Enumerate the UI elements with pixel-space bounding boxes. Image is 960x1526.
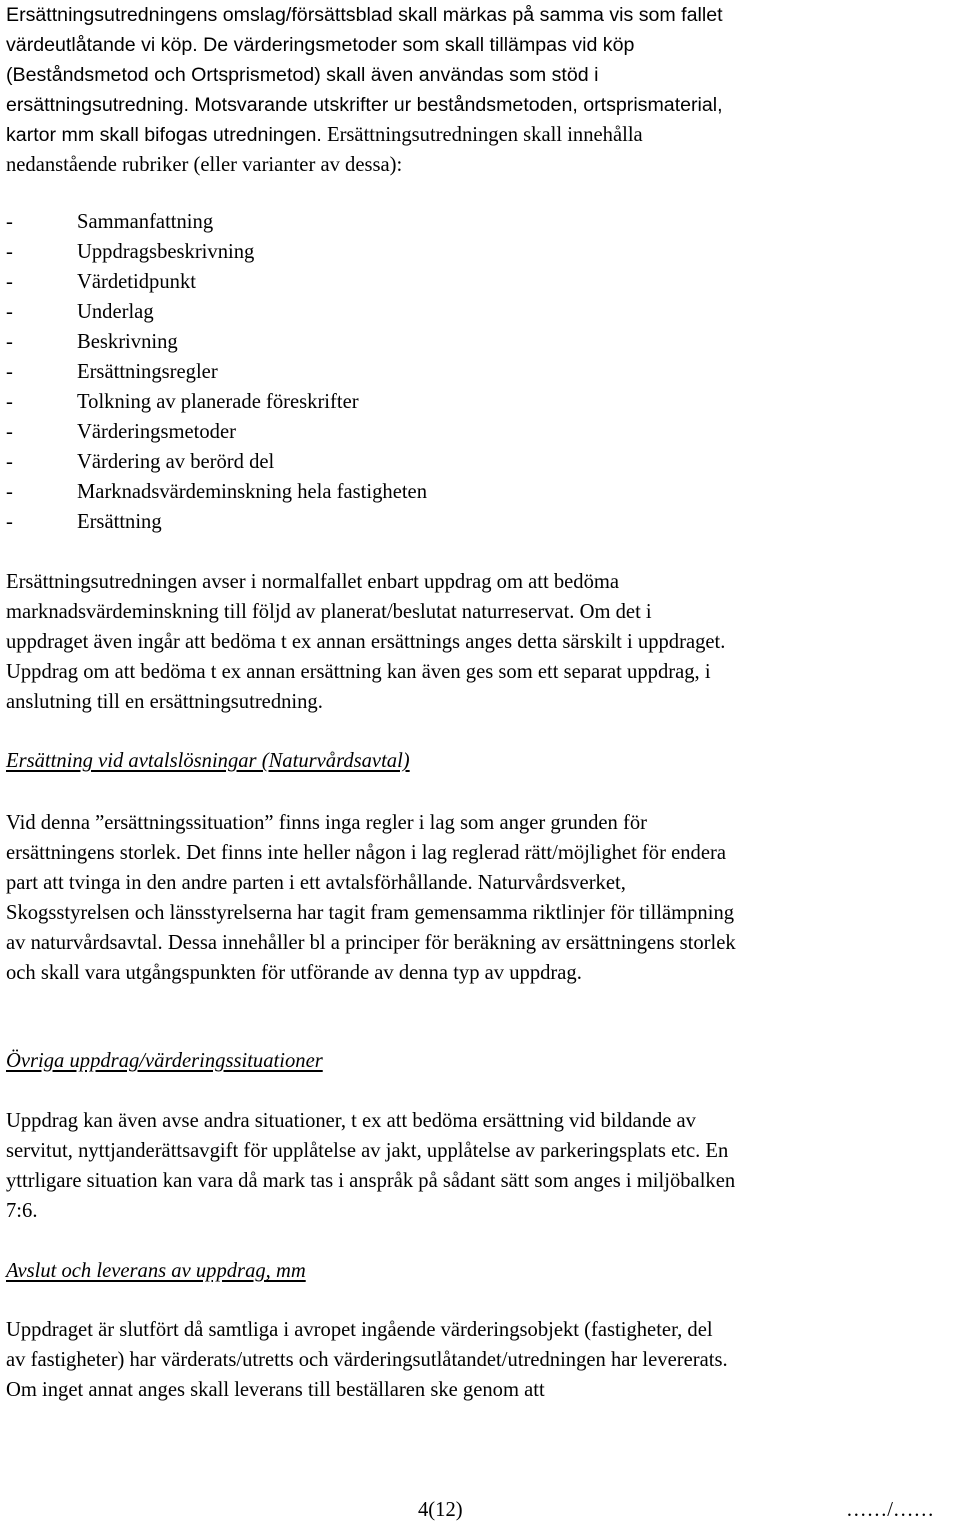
paragraph-line: marknadsvärdeminskning till följd av planerat/beslutat naturreservat. Om det i [6, 601, 652, 623]
section-heading-avtal: Ersättning vid avtalslösningar (Naturvårdsavtal) [6, 750, 410, 772]
dash-marker: - [6, 301, 13, 323]
paragraph-line: Uppdrag kan även avse andra situationer, t ex att bedöma ersättning vid bildande av [6, 1110, 696, 1132]
intro-line: värdeutlåtande vi köp. De värderingsmetoder som skall tillämpas vid köp [6, 34, 635, 56]
page-number: 4(12) [418, 1499, 463, 1521]
dash-marker: - [6, 211, 13, 233]
continuation-marker: ……/…… [846, 1499, 935, 1521]
paragraph-line: Uppdraget är slutfört då samtliga i avropet ingående värderingsobjekt (fastigheter, del [6, 1319, 713, 1341]
paragraph-line: servitut, nyttjanderättsavgift för upplåtelse av jakt, upplåtelse av parkeringsplats etc. En [6, 1140, 729, 1162]
dash-marker: - [6, 331, 13, 353]
intro-line-serif-part: Ersättningsutredningen skall innehålla [326, 124, 643, 146]
paragraph-line: yttrligare situation kan vara då mark tas i anspråk på sådant sätt som anges i miljöbalken [6, 1170, 736, 1192]
dash-marker: - [6, 421, 13, 443]
paragraph-line: Om inget annat anges skall leverans till beställaren ske genom att [6, 1379, 545, 1401]
dash-marker: - [6, 271, 13, 293]
paragraph-line: part att tvinga in den andre parten i ett avtalsförhållande. Naturvårdsverket, [6, 872, 626, 894]
dash-marker: - [6, 481, 13, 503]
section-heading-ovriga: Övriga uppdrag/värderingssituationer [6, 1050, 323, 1072]
paragraph-line: av naturvårdsavtal. Dessa innehåller bl a principer för beräkning av ersättningens storlek [6, 932, 736, 954]
paragraph-line: anslutning till en ersättningsutredning. [6, 691, 323, 713]
paragraph-line: av fastigheter) har värderats/utretts och värderingsutlåtandet/utredningen har levererats. [6, 1349, 728, 1371]
dash-marker: - [6, 511, 13, 533]
intro-line: Ersättningsutredningens omslag/försättsblad skall märkas på samma vis som fallet [6, 4, 723, 26]
paragraph-line: 7:6. [6, 1200, 38, 1222]
intro-line: ersättningsutredning. Motsvarande utskrifter ur beståndsmetoden, ortsprismaterial, [6, 94, 723, 116]
paragraph-line: uppdraget även ingår att bedöma t ex annan ersättnings anges detta särskilt i uppdraget. [6, 631, 726, 653]
paragraph-line: Uppdrag om att bedöma t ex annan ersättning kan även ges som ett separat uppdrag, i [6, 661, 711, 683]
paragraph-line: Vid denna ”ersättningssituation” finns inga regler i lag som anger grunden för [6, 812, 647, 834]
paragraph-line: Ersättningsutredningen avser i normalfallet enbart uppdrag om att bedöma [6, 571, 620, 593]
intro-line: (Beståndsmetod och Ortsprismetod) skall även användas som stöd i [6, 64, 599, 86]
section-heading-avslut: Avslut och leverans av uppdrag, mm [6, 1260, 306, 1282]
intro-line: nedanstående rubriker (eller varianter av dessa): [6, 154, 403, 176]
paragraph-line: Skogsstyrelsen och länsstyrelserna har tagit fram gemensamma riktlinjer för tillämpning [6, 902, 735, 924]
dash-marker: - [6, 361, 13, 383]
paragraph-line: och skall vara utgångspunkten för utförande av denna typ av uppdrag. [6, 962, 582, 984]
intro-line-mixed [6, 120, 643, 150]
dash-marker: - [6, 451, 13, 473]
intro-line-sans-part: kartor mm skall bifogas utredningen. [6, 124, 322, 146]
paragraph-line: ersättningens storlek. Det finns inte heller någon i lag reglerad rätt/möjlighet för endera [6, 842, 726, 864]
dash-marker: - [6, 391, 13, 413]
dash-marker: - [6, 241, 13, 263]
